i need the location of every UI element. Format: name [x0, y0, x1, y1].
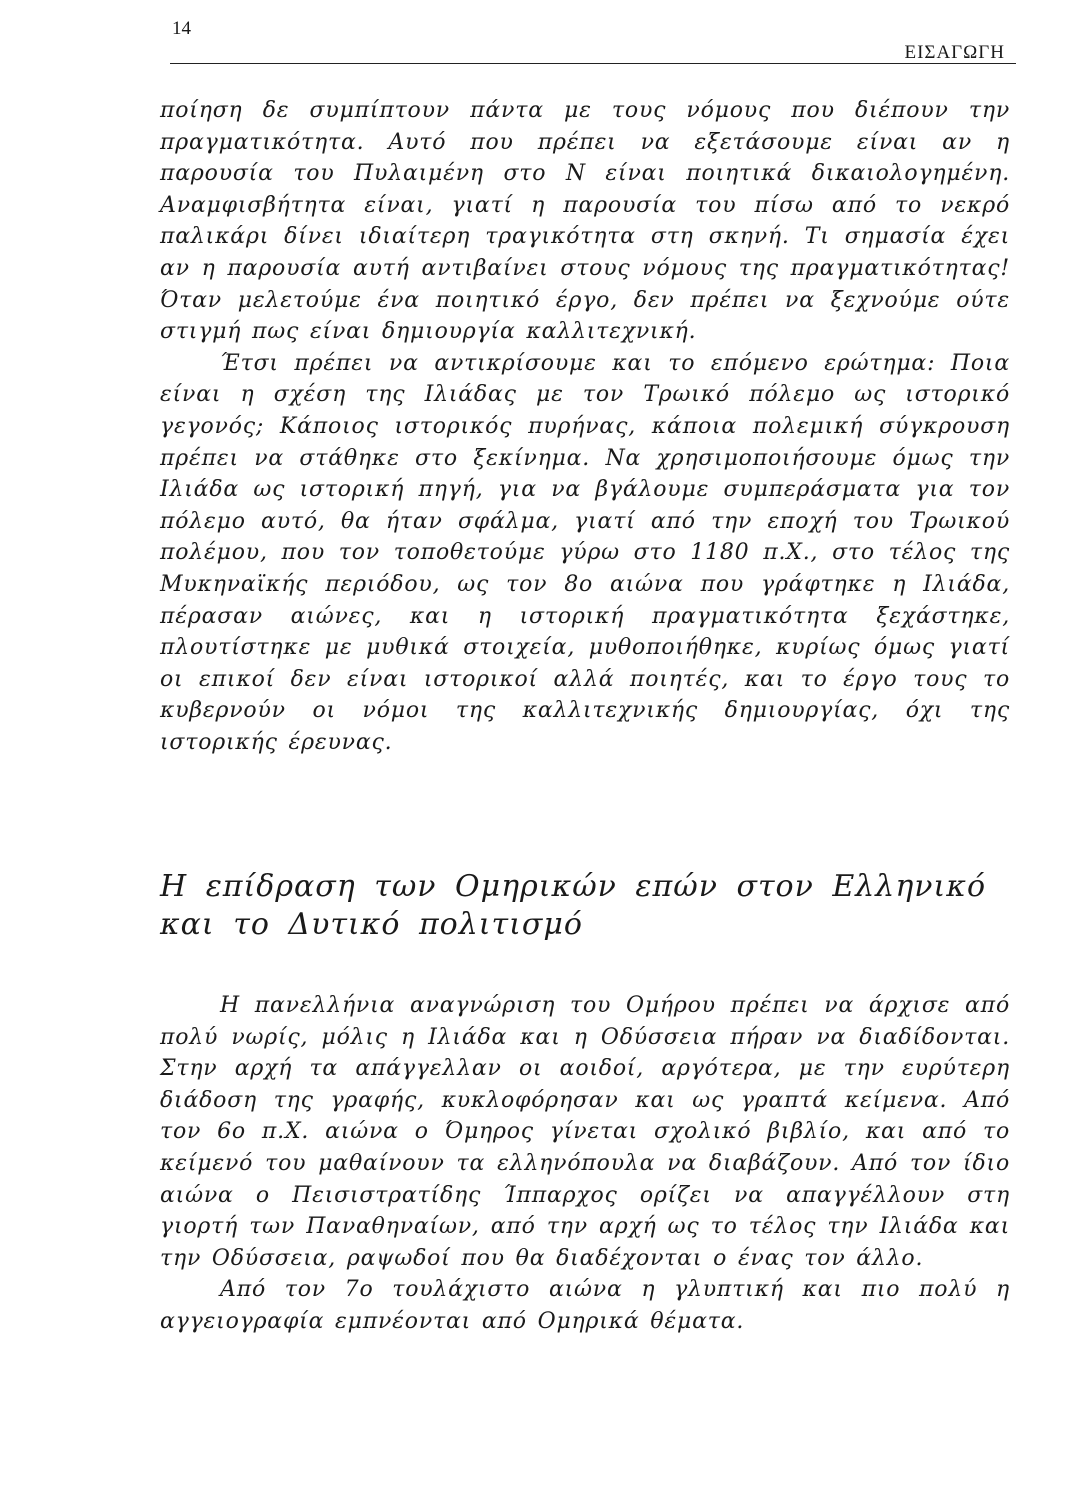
section-heading: Η επίδραση των Ομηρικών επών στον Ελληνικό και το Δυτικό πολιτισμό: [160, 869, 987, 942]
paragraph-iliad-history: Έτσι πρέπει να αντικρίσουμε και το επόμενο ερώτημα: Ποια είναι η σχέση της Ιλιάδας με τον Τρωικό πόλεμο ως ιστορικό γεγονός; Κάποιος ιστορικός πυρήνας, κάποια πολεμική σύγκρουση πρέπει να στάθηκε στο ξεκίνημα. Να χρησιμοποιήσουμε όμως την Ιλιάδα ως ιστορική πηγή, για να βγάλουμε συμπεράσματα για τον πόλεμο αυτό, θα ήταν σφάλμα, γιατί από την εποχή του Τρωικού πολέμου, που τον τοποθετούμε γύρω στο 1180 π.Χ., στο τέλος της Μυκηναϊκής περιόδου, ως τον 8ο αιώνα που γράφτηκε η Ιλιάδα, πέρασαν αιώνες, και η ιστορική πραγματικότητα ξεχάστηκε, πλουτίστηκε με μυθικά στοιχεία, μυθοποιήθηκε, κυρίως όμως γιατί οι επικοί δεν είναι ιστορικοί αλλά ποιητές, και το έργο τους το κυβερνούν οι νόμοι της καλλιτεχνικής δημιουργίας, όχι της ιστορικής έρευνας.: [160, 350, 1010, 755]
paragraph-art: Από τον 7ο τουλάχιστο αιώνα η γλυπτική και πιο πολύ η αγγειογραφία εμπνέονται από Ομηρικά θέματα.: [160, 1277, 1010, 1334]
paragraph-continuation: ποίηση δε συμπίπτουν πάντα με τους νόμους που διέπουν την πραγματικότητα. Αυτό που πρέπει να εξετάσουμε είναι αν η παρουσία του Πυλαιμένη στο Ν είναι ποιητικά δικαιολογημένη. Αναμφισβήτητα είναι, γιατί η παρουσία του πίσω από το νεκρό παλικάρι δίνει ιδιαίτερη τραγικότητα στη σκηνή. Τι σημασία έχει αν η παρουσία αυτή αντιβαίνει στους νόμους της πραγματικότητας! Όταν μελετούμε ένα ποιητικό έργο, δεν πρέπει να ξεχνούμε ούτε στιγμή πως είναι δημιουργία καλλιτεχνική.: [160, 98, 1010, 345]
header-rule: [170, 63, 1016, 64]
body-text-top: [160, 95, 1010, 758]
body-text-bottom: [160, 990, 1010, 1338]
running-header: ΕΙΣΑΓΩΓΗ: [904, 42, 1005, 63]
paragraph-recognition: Η πανελλήνια αναγνώριση του Ομήρου πρέπει να άρχισε από πολύ νωρίς, μόλις η Ιλιάδα και η Οδύσσεια πήραν να διαδίδονται. Στην αρχή τα απάγγελλαν οι αοιδοί, αργότερα, με την ευρύτερη διάδοση της γραφής, κυκλοφόρησαν και ως γραπτά κείμενα. Από τον 6ο π.Χ. αιώνα ο Όμηρος γίνεται σχολικό βιβλίο, και από το κείμενό του μαθαίνουν τα ελληνόπουλα να διαβάζουν. Από τον ίδιο αιώνα ο Πεισιστρατίδης Ίππαρχος ορίζει να απαγγέλλουν στη γιορτή των Παναθηναίων, από την αρχή ως το τέλος την Ιλιάδα και την Οδύσσεια, ραψωδοί που θα διαδέχονται ο ένας τον άλλο.: [160, 993, 1010, 1271]
page-number: 14: [172, 18, 191, 39]
